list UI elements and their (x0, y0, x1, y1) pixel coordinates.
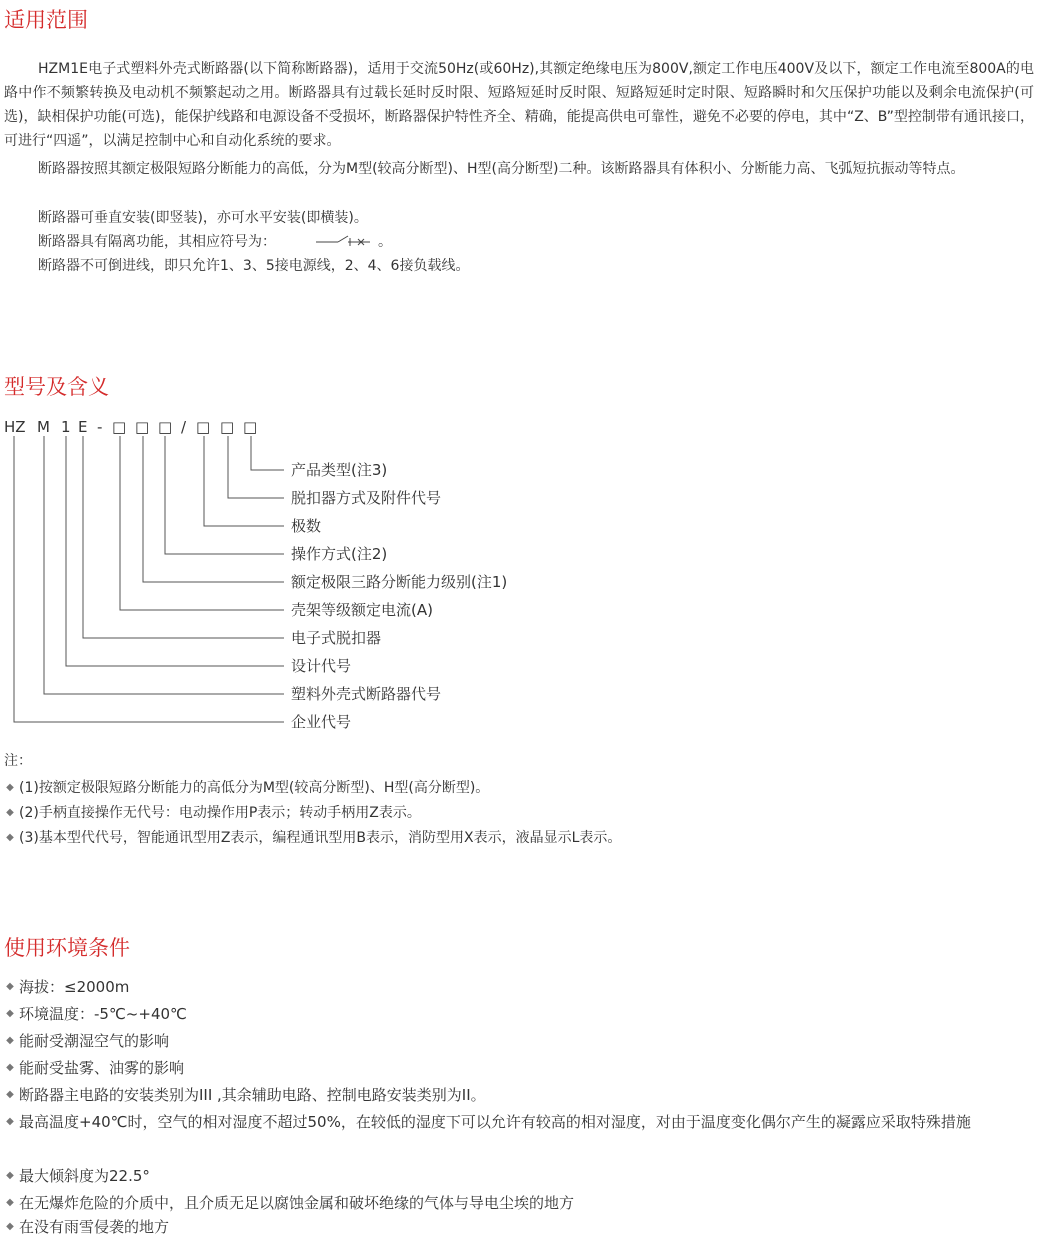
leader-line-current (120, 436, 284, 610)
scope-paragraph-1: HZM1E电子式塑料外壳式断路器(以下简称断路器)，适用于交流50Hz(或60Hz),其额定绝缘电压为800V,额定工作电压400V及以下，额定工作电流至800A的电路中作不频繁转换及电动机不频繁起动之用。断路器具有过载长延时反时限、短路短延时反时限、短路短延时定时限、短路瞬时和欠压保护功能以及剩余电流保护(可选)，缺相保护功能(可选)，能保护线路和电源设备不受损坏，断路器保护特性齐全、精确，能提高供电可靠性，避免不必要的停电，其中“Z、B”型控制带有通讯接口，可进行“四遥”，以满足控制中心和自动化系统的要求。 (4, 61, 1034, 149)
code-char-dash: - (97, 418, 103, 436)
env-item-inclination: ◆ 最大倾斜度为22.5° (4, 1163, 1036, 1189)
bullet-diamond-icon: ◆ (6, 1008, 14, 1019)
env-item-installation-category: ◆ 断路器主电路的安装类别为III ,其余辅助电路、控制电路安装类别为II。 (4, 1082, 1036, 1108)
meaning-design-code: 设计代号 (291, 657, 352, 675)
code-box-release: □ (220, 418, 235, 436)
meaning-plastic-case: 塑料外壳式断路器代号 (291, 685, 442, 703)
code-char-hz: HZ (4, 418, 26, 436)
scope-wiring: 断路器不可倒进线，即只允许1、3、5接电源线，2、4、6接负载线。 (38, 258, 470, 274)
code-box-poles: □ (196, 418, 211, 436)
meaning-release-accessory: 脱扣器方式及附件代号 (291, 489, 442, 507)
bullet-diamond-icon: ◆ (6, 1062, 14, 1073)
scope-isolation-line (4, 230, 392, 254)
model-code-diagram (0, 414, 560, 738)
meaning-enterprise: 企业代号 (291, 713, 352, 731)
note-item-1: ◆ (1)按额定极限短路分断能力的高低分为M型(较高分断型)、H型(高分断型)。 (4, 775, 1036, 801)
code-box-breaking: □ (135, 418, 150, 436)
meaning-operation: 操作方式(注2) (291, 545, 388, 563)
meaning-frame-current: 壳架等级额定电流(A) (291, 601, 433, 619)
code-box-operation: □ (158, 418, 173, 436)
code-char-e: E (78, 418, 88, 436)
isolation-suffix: 。 (378, 234, 392, 250)
leader-line-operation (165, 436, 284, 554)
bullet-diamond-icon: ◆ (6, 832, 14, 843)
env-item-relative-humidity: ◆ 最高温度+40℃时，空气的相对湿度不超过50%，在较低的湿度下可以允许有较高的相对湿度，对由于温度变化偶尔产生的凝露应采取特殊措施 (4, 1109, 1036, 1135)
bullet-diamond-icon: ◆ (6, 1170, 14, 1181)
leader-line-breaking (143, 436, 284, 582)
scope-paragraph-2: 断路器按照其额定极限短路分断能力的高低，分为M型(较高分断型)、H型(高分断型)二种。该断路器具有体积小、分断能力高、飞弧短抗振动等特点。 (38, 161, 965, 177)
notes-label: 注： (4, 753, 32, 769)
scope-paragraph-3: 断路器可垂直安装(即竖装)，亦可水平安装(即横装)。 (38, 210, 368, 226)
bullet-diamond-icon: ◆ (6, 981, 14, 992)
bullet-diamond-icon: ◆ (6, 1116, 14, 1127)
env-item-altitude: ◆ 海拔：≤2000m (4, 974, 1036, 1000)
code-char-1: 1 (61, 418, 71, 436)
env-item-medium: ◆ 在无爆炸危险的介质中，且介质无足以腐蚀金属和破坏绝缘的气体与导电尘埃的地方 (4, 1190, 1036, 1216)
code-box-current: □ (112, 418, 127, 436)
leader-line-electronic (83, 436, 284, 638)
code-box-type: □ (243, 418, 258, 436)
env-item-no-rain-snow: ◆ 在没有雨雪侵袭的地方 (4, 1214, 1036, 1240)
isolation-switch-icon (282, 230, 372, 254)
model-heading: 型号及含义 (4, 375, 109, 399)
env-item-salt-fog: ◆ 能耐受盐雾、油雾的影响 (4, 1055, 1036, 1081)
code-char-slash: / (181, 418, 187, 436)
leader-line-plastic (44, 436, 284, 694)
bullet-diamond-icon: ◆ (6, 782, 14, 793)
environment-heading: 使用环境条件 (4, 936, 130, 960)
meaning-electronic-release: 电子式脱扣器 (291, 629, 382, 647)
meaning-breaking-level: 额定极限三路分断能力级别(注1) (291, 573, 508, 591)
leader-line-release (228, 436, 284, 498)
bullet-diamond-icon: ◆ (6, 807, 14, 818)
bullet-diamond-icon: ◆ (6, 1221, 14, 1232)
meaning-product-type: 产品类型(注3) (291, 461, 388, 479)
isolation-text: 断路器具有隔离功能，其相应符号为： (38, 234, 276, 250)
code-char-m: M (37, 418, 50, 436)
env-item-humidity: ◆ 能耐受潮湿空气的影响 (4, 1028, 1036, 1054)
note-item-2: ◆ (2)手柄直接操作无代号：电动操作用P表示；转动手柄用Z表示。 (4, 800, 1036, 826)
meaning-poles: 极数 (291, 517, 322, 535)
leader-line-poles (204, 436, 284, 526)
scope-heading: 适用范围 (4, 8, 88, 32)
note-item-3: ◆ (3)基本型代代号，智能通讯型用Z表示，编程通讯型用B表示，消防型用X表示，液晶显示L表示。 (4, 825, 1036, 851)
env-item-temperature: ◆ 环境温度：-5℃~+40℃ (4, 1001, 1036, 1027)
bullet-diamond-icon: ◆ (6, 1197, 14, 1208)
bullet-diamond-icon: ◆ (6, 1035, 14, 1046)
leader-line-type (251, 436, 284, 470)
bullet-diamond-icon: ◆ (6, 1089, 14, 1100)
leader-line-enterprise (14, 436, 284, 722)
